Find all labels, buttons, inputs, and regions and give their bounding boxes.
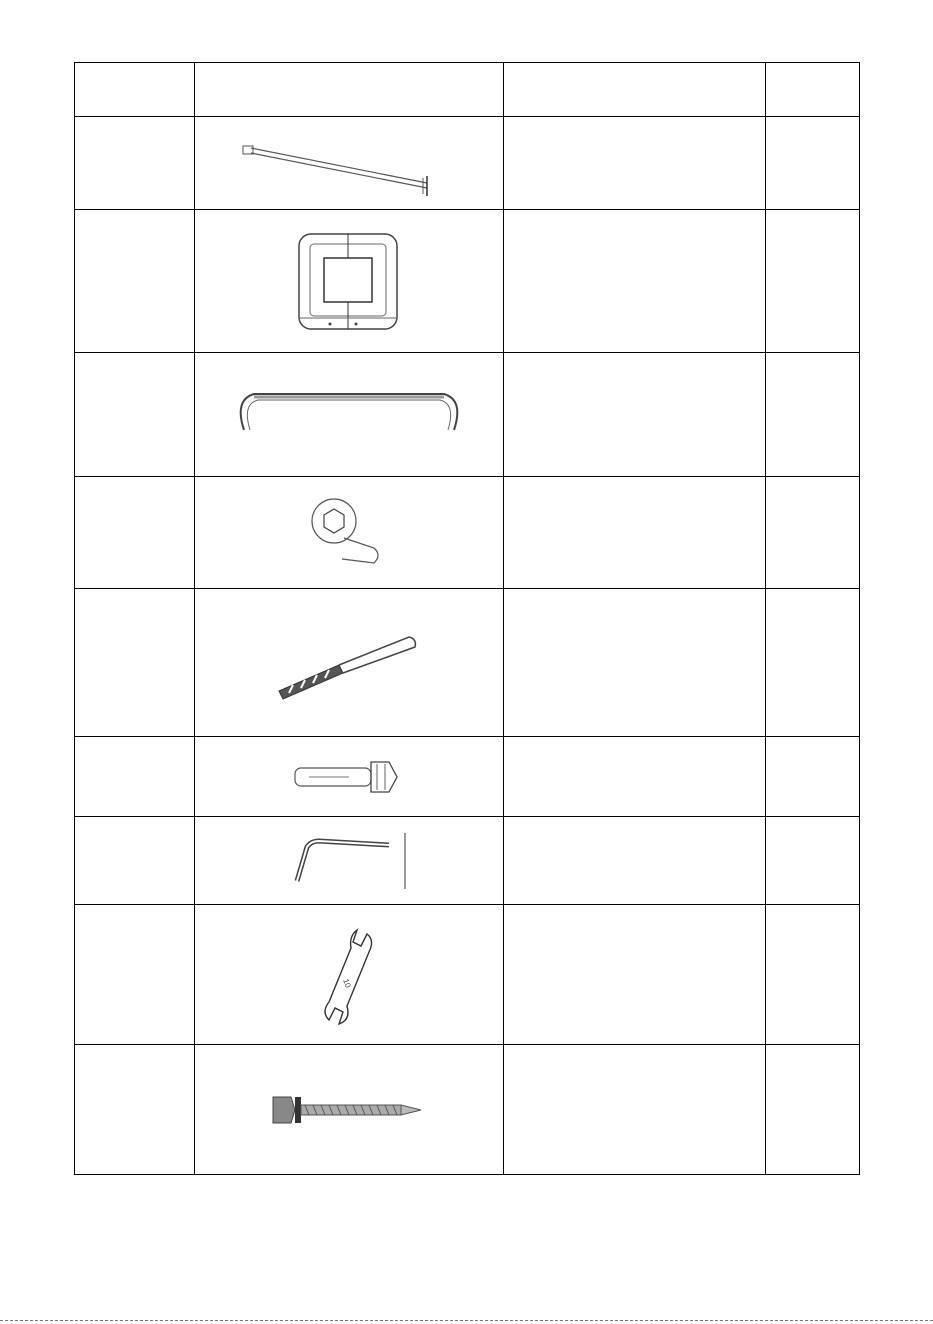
table-row — [75, 117, 860, 210]
cell-qty — [766, 589, 860, 737]
cell-qty — [766, 210, 860, 353]
header-qty — [766, 63, 860, 117]
cell-image — [195, 117, 504, 210]
cell-no — [75, 117, 195, 210]
drill-bit-icon — [269, 623, 429, 703]
table-row — [75, 353, 860, 477]
cell-image — [195, 353, 504, 477]
page-bottom-dashed-line — [0, 1320, 933, 1321]
cell-qty — [766, 817, 860, 905]
expansion-bolt-icon — [289, 752, 409, 802]
cell-no — [75, 905, 195, 1045]
wrench-icon — [309, 920, 389, 1030]
cell-no — [75, 353, 195, 477]
header-image — [195, 63, 504, 117]
cell-description — [504, 210, 766, 353]
table-row — [75, 905, 860, 1045]
self-drilling-screw-icon — [269, 1085, 429, 1135]
cell-description — [504, 117, 766, 210]
table-row — [75, 817, 860, 905]
cell-image — [195, 817, 504, 905]
cell-description — [504, 353, 766, 477]
cell-description — [504, 817, 766, 905]
cell-no — [75, 1045, 195, 1175]
cell-no — [75, 737, 195, 817]
cell-no — [75, 210, 195, 353]
cell-image — [195, 737, 504, 817]
cell-no — [75, 477, 195, 589]
cell-description — [504, 1045, 766, 1175]
pin-icon — [229, 128, 469, 198]
cell-qty — [766, 477, 860, 589]
cell-image — [195, 477, 504, 589]
cell-image — [195, 210, 504, 353]
cell-qty — [766, 117, 860, 210]
header-row — [75, 63, 860, 117]
post-cover-icon — [294, 226, 404, 336]
table-row — [75, 1045, 860, 1175]
edge-trim-icon — [224, 380, 474, 450]
cell-no — [75, 589, 195, 737]
cell-qty — [766, 1045, 860, 1175]
cell-image — [195, 589, 504, 737]
table-row — [75, 589, 860, 737]
cell-image — [195, 1045, 504, 1175]
hex-bolt-icon — [304, 493, 394, 573]
cell-qty — [766, 737, 860, 817]
cell-description — [504, 737, 766, 817]
cell-description — [504, 477, 766, 589]
parts-table — [74, 62, 860, 1175]
cell-qty — [766, 353, 860, 477]
cell-no — [75, 817, 195, 905]
svg-text:10: 10 — [341, 977, 353, 989]
allen-key-icon — [279, 829, 419, 893]
cell-description — [504, 589, 766, 737]
cell-image — [195, 905, 504, 1045]
table-row — [75, 737, 860, 817]
table-row — [75, 477, 860, 589]
cell-qty — [766, 905, 860, 1045]
cell-description — [504, 905, 766, 1045]
table-row — [75, 210, 860, 353]
header-description — [504, 63, 766, 117]
header-no — [75, 63, 195, 117]
